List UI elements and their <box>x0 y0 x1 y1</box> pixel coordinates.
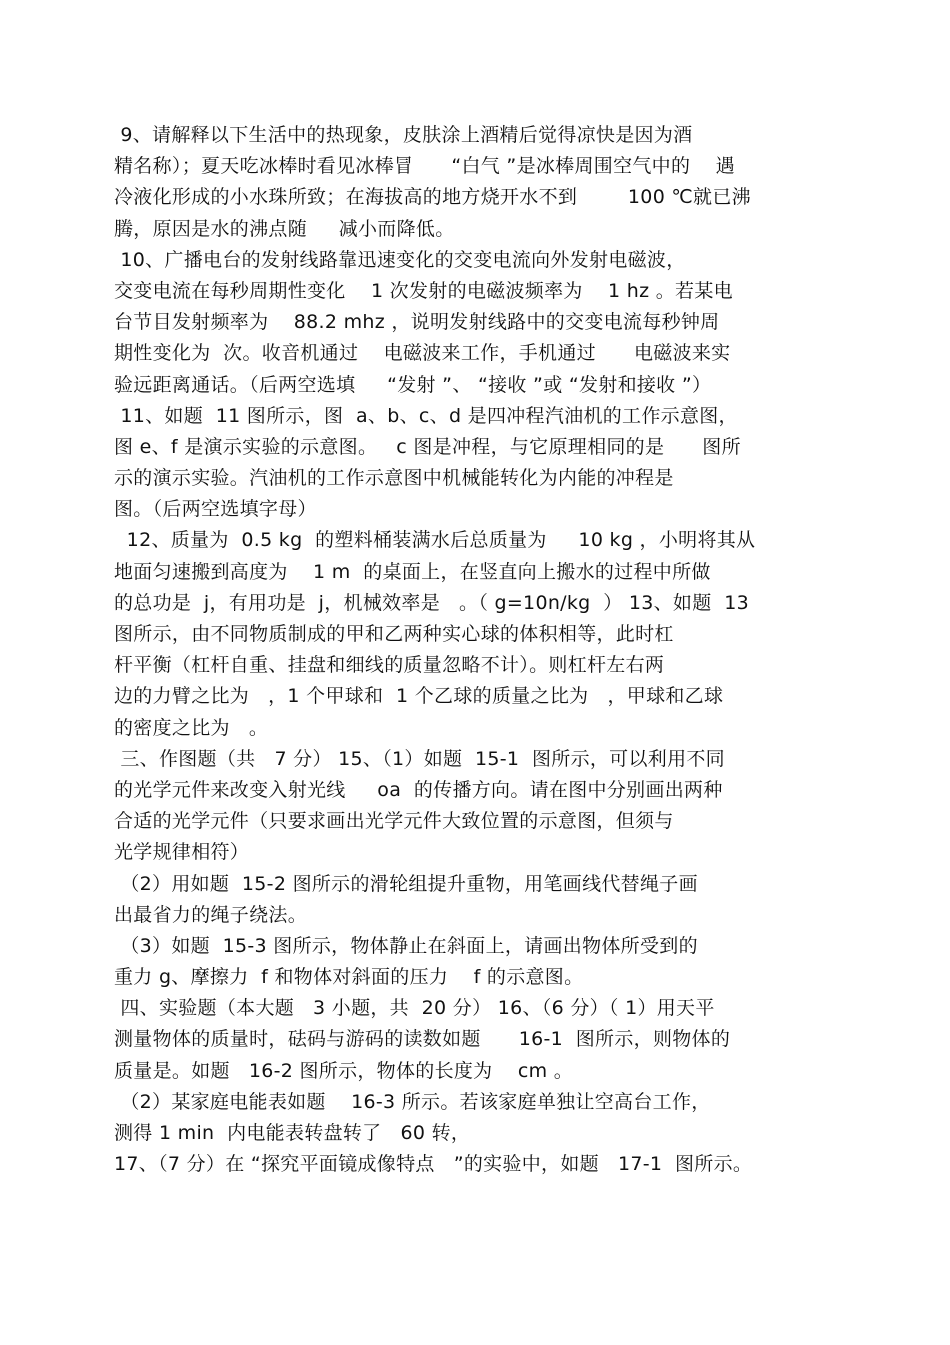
text-line: 11、如题 11 图所示，图 a、b、c、d 是四冲程汽油机的工作示意图， <box>114 404 738 427</box>
text-line: 示的演示实验。汽油机的工作示意图中机械能转化为内能的冲程是 <box>114 467 674 490</box>
text-line: 测量物体的质量时，砝码与游码的读数如题 16-1 图所示，则物体的 <box>114 1028 731 1051</box>
text-line: 三、作图题（共 7 分） 15、（1）如题 15-1 图所示，可以利用不同 <box>114 747 725 770</box>
text-line: （3）如题 15-3 图所示，物体静止在斜面上，请画出物体所受到的 <box>114 934 698 957</box>
text-line: 台节目发射频率为 88.2 mhz ，说明发射线路中的交变电流每秒钟周 <box>114 311 720 334</box>
text-line: 冷液化形成的小水珠所致；在海拔高的地方烧开水不到 100 ℃就已沸 <box>114 186 751 209</box>
text-line: 四、实验题（本大题 3 小题，共 20 分） 16、（6 分）（ 1）用天平 <box>114 997 715 1020</box>
text-line: 腾，原因是水的沸点随 减小而降低。 <box>114 217 455 240</box>
text-line: 期性变化为 次。收音机通过 电磁波来工作，手机通过 电磁波来实 <box>114 342 731 365</box>
text-line: 的光学元件来改变入射光线 oa 的传播方向。请在图中分别画出两种 <box>114 778 723 801</box>
text-line: （2）用如题 15-2 图所示的滑轮组提升重物，用笔画线代替绳子画 <box>114 872 698 895</box>
text-line: 重力 g、摩擦力 f 和物体对斜面的压力 f 的示意图。 <box>114 966 584 989</box>
text-line: 图。（后两空选填字母） <box>114 498 317 521</box>
text-line: 12、质量为 0.5 kg 的塑料桶装满水后总质量为 10 kg ，小明将其从 <box>114 529 756 552</box>
text-line: 测得 1 min 内电能表转盘转了 60 转， <box>114 1122 471 1144</box>
text-line: 质量是。如题 16-2 图所示，物体的长度为 cm 。 <box>114 1059 574 1082</box>
text-line: 的总功是 j，有用功是 j，机械效率是 。（ g=10n/kg ） 13、如题 13 <box>114 591 749 614</box>
text-line: 9、请解释以下生活中的热现象，皮肤涂上酒精后觉得凉快是因为酒 <box>114 124 693 146</box>
text-line: 光学规律相符） <box>114 841 250 864</box>
text-line: 地面匀速搬到高度为 1 m 的桌面上，在竖直向上搬水的过程中所做 <box>114 560 711 583</box>
text-line: 出最省力的绳子绕法。 <box>114 903 308 926</box>
text-line: 杆平衡（杠杆自重、挂盘和细线的质量忽略不计）。则杠杆左右两 <box>114 654 665 677</box>
text-line: 的密度之比为 。 <box>114 716 269 739</box>
text-line: 合适的光学元件（只要求画出光学元件大致位置的示意图，但须与 <box>114 810 674 833</box>
text-line: 17、（7 分）在 “探究平面镜成像特点 ”的实验中，如题 17-1 图所示。 <box>114 1153 753 1176</box>
text-line: （2）某家庭电能表如题 16-3 所示。若该家庭单独让空高台工作， <box>114 1090 711 1113</box>
text-line: 边的力臂之比为 ，1 个甲球和 1 个乙球的质量之比为 ，甲球和乙球 <box>114 685 724 708</box>
text-line: 验远距离通话。（后两空选填 “发射 ”、 “接收 ”或 “发射和接收 ”） <box>114 373 712 396</box>
text-line: 10、广播电台的发射线路靠迅速变化的交变电流向外发射电磁波， <box>114 248 686 271</box>
document-body <box>114 120 854 1180</box>
text-line: 交变电流在每秒周期性变化 1 次发射的电磁波频率为 1 hz 。若某电 <box>114 279 733 302</box>
text-line: 精名称）；夏天吃冰棒时看见冰棒冒 “白气 ”是冰棒周围空气中的 遇 <box>114 155 735 178</box>
text-line: 图 e、f 是演示实验的示意图。 c 图是冲程，与它原理相同的是 图所 <box>114 435 741 458</box>
text-line: 图所示，由不同物质制成的甲和乙两种实心球的体积相等，此时杠 <box>114 623 674 645</box>
